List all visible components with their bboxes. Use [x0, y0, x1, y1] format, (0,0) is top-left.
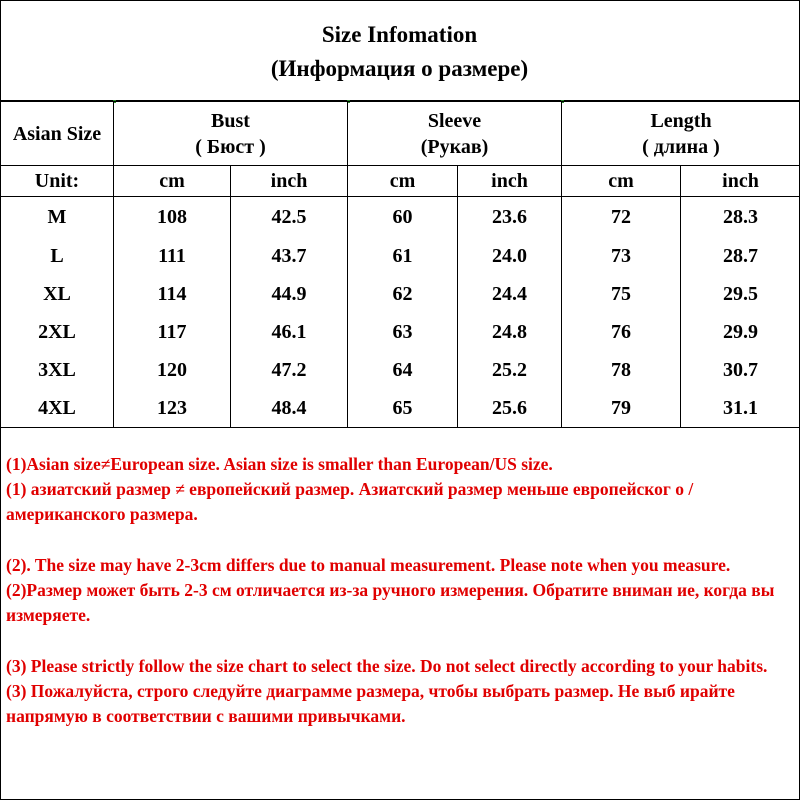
table-cell: 117: [114, 313, 231, 351]
title-box: [0, 0, 799, 101]
page-subtitle: (Информация о размере): [270, 56, 529, 81]
note-2-russian: (2)Размер может быть 2-3 см отличается из-за ручного измерения. Обратите вниман ие, когда вы измеряете.: [6, 580, 775, 625]
table-cell: 24.4: [458, 275, 562, 313]
size-label: L: [1, 237, 114, 275]
unit-cell: inch: [231, 166, 348, 197]
table-cell: 76: [562, 313, 681, 351]
unit-cell: cm: [562, 166, 681, 197]
table-cell: 28.3: [681, 197, 800, 238]
note-2-english: (2). The size may have 2-3cm differs due to manual measurement. Please note when you measure.: [6, 555, 731, 575]
table-cell: 30.7: [681, 351, 800, 389]
unit-row: [1, 166, 800, 197]
group-sub: ( длина ): [642, 135, 720, 158]
table-cell: 65: [348, 389, 458, 428]
note-1-english: (1)Asian size≠European size. Asian size is smaller than European/US size.: [6, 454, 553, 474]
table-cell: 24.0: [458, 237, 562, 275]
table-cell: 48.4: [231, 389, 348, 428]
table-cell: 29.5: [681, 275, 800, 313]
table-row: [1, 389, 800, 428]
group-name: Sleeve: [427, 109, 482, 132]
size-label: 2XL: [1, 313, 114, 351]
group-header-sleeve: [348, 102, 562, 166]
table-cell: 47.2: [231, 351, 348, 389]
note-3-russian: (3) Пожалуйста, строго следуйте диаграмме размера, чтобы выбрать размер. Не выб ирайте напрямую в соответствии с вашими привычками.: [6, 681, 735, 726]
group-sub: ( Бюст ): [195, 135, 266, 158]
table-cell: 29.9: [681, 313, 800, 351]
table-cell: 44.9: [231, 275, 348, 313]
table-row: [1, 351, 800, 389]
table-row: [1, 275, 800, 313]
size-label: 4XL: [1, 389, 114, 428]
table-cell: 60: [348, 197, 458, 238]
table-cell: 24.8: [458, 313, 562, 351]
group-name: Bust: [211, 109, 250, 132]
group-name: Length: [650, 109, 712, 132]
table-cell: 28.7: [681, 237, 800, 275]
table-cell: 61: [348, 237, 458, 275]
size-label: M: [1, 197, 114, 238]
group-header-bust: [114, 102, 348, 166]
table-row: [1, 197, 800, 238]
table-cell: 75: [562, 275, 681, 313]
table-cell: 123: [114, 389, 231, 428]
table-header-row: [1, 102, 800, 166]
note-1-russian: (1) азиатский размер ≠ европейский размер. Азиатский размер меньше европейског о / американского размера.: [6, 479, 694, 524]
unit-label: Unit:: [1, 166, 114, 197]
table-cell: 79: [562, 389, 681, 428]
table-cell: 23.6: [458, 197, 562, 238]
corner-header: Asian Size: [1, 102, 114, 166]
table-cell: 108: [114, 197, 231, 238]
table-cell: 120: [114, 351, 231, 389]
table-cell: 78: [562, 351, 681, 389]
table-cell: 63: [348, 313, 458, 351]
table-cell: 42.5: [231, 197, 348, 238]
table-cell: 73: [562, 237, 681, 275]
unit-cell: inch: [458, 166, 562, 197]
table-cell: 62: [348, 275, 458, 313]
table-cell: 43.7: [231, 237, 348, 275]
table-cell: 111: [114, 237, 231, 275]
notes-section: [6, 452, 796, 729]
note-3-english: (3) Please strictly follow the size chart to select the size. Do not select directly according to your habits.: [6, 656, 768, 676]
table-cell: 25.6: [458, 389, 562, 428]
table-row: [1, 313, 800, 351]
unit-cell: cm: [114, 166, 231, 197]
unit-cell: inch: [681, 166, 800, 197]
table-cell: 114: [114, 275, 231, 313]
table-cell: 72: [562, 197, 681, 238]
table-row: [1, 237, 800, 275]
size-label: XL: [1, 275, 114, 313]
group-sub: (Рукав): [420, 135, 489, 158]
table-cell: 31.1: [681, 389, 800, 428]
unit-cell: cm: [348, 166, 458, 197]
group-header-length: [562, 102, 800, 166]
size-table: [0, 101, 800, 428]
page-title: Size Infomation: [321, 22, 478, 47]
size-label: 3XL: [1, 351, 114, 389]
table-cell: 25.2: [458, 351, 562, 389]
table-cell: 46.1: [231, 313, 348, 351]
table-cell: 64: [348, 351, 458, 389]
